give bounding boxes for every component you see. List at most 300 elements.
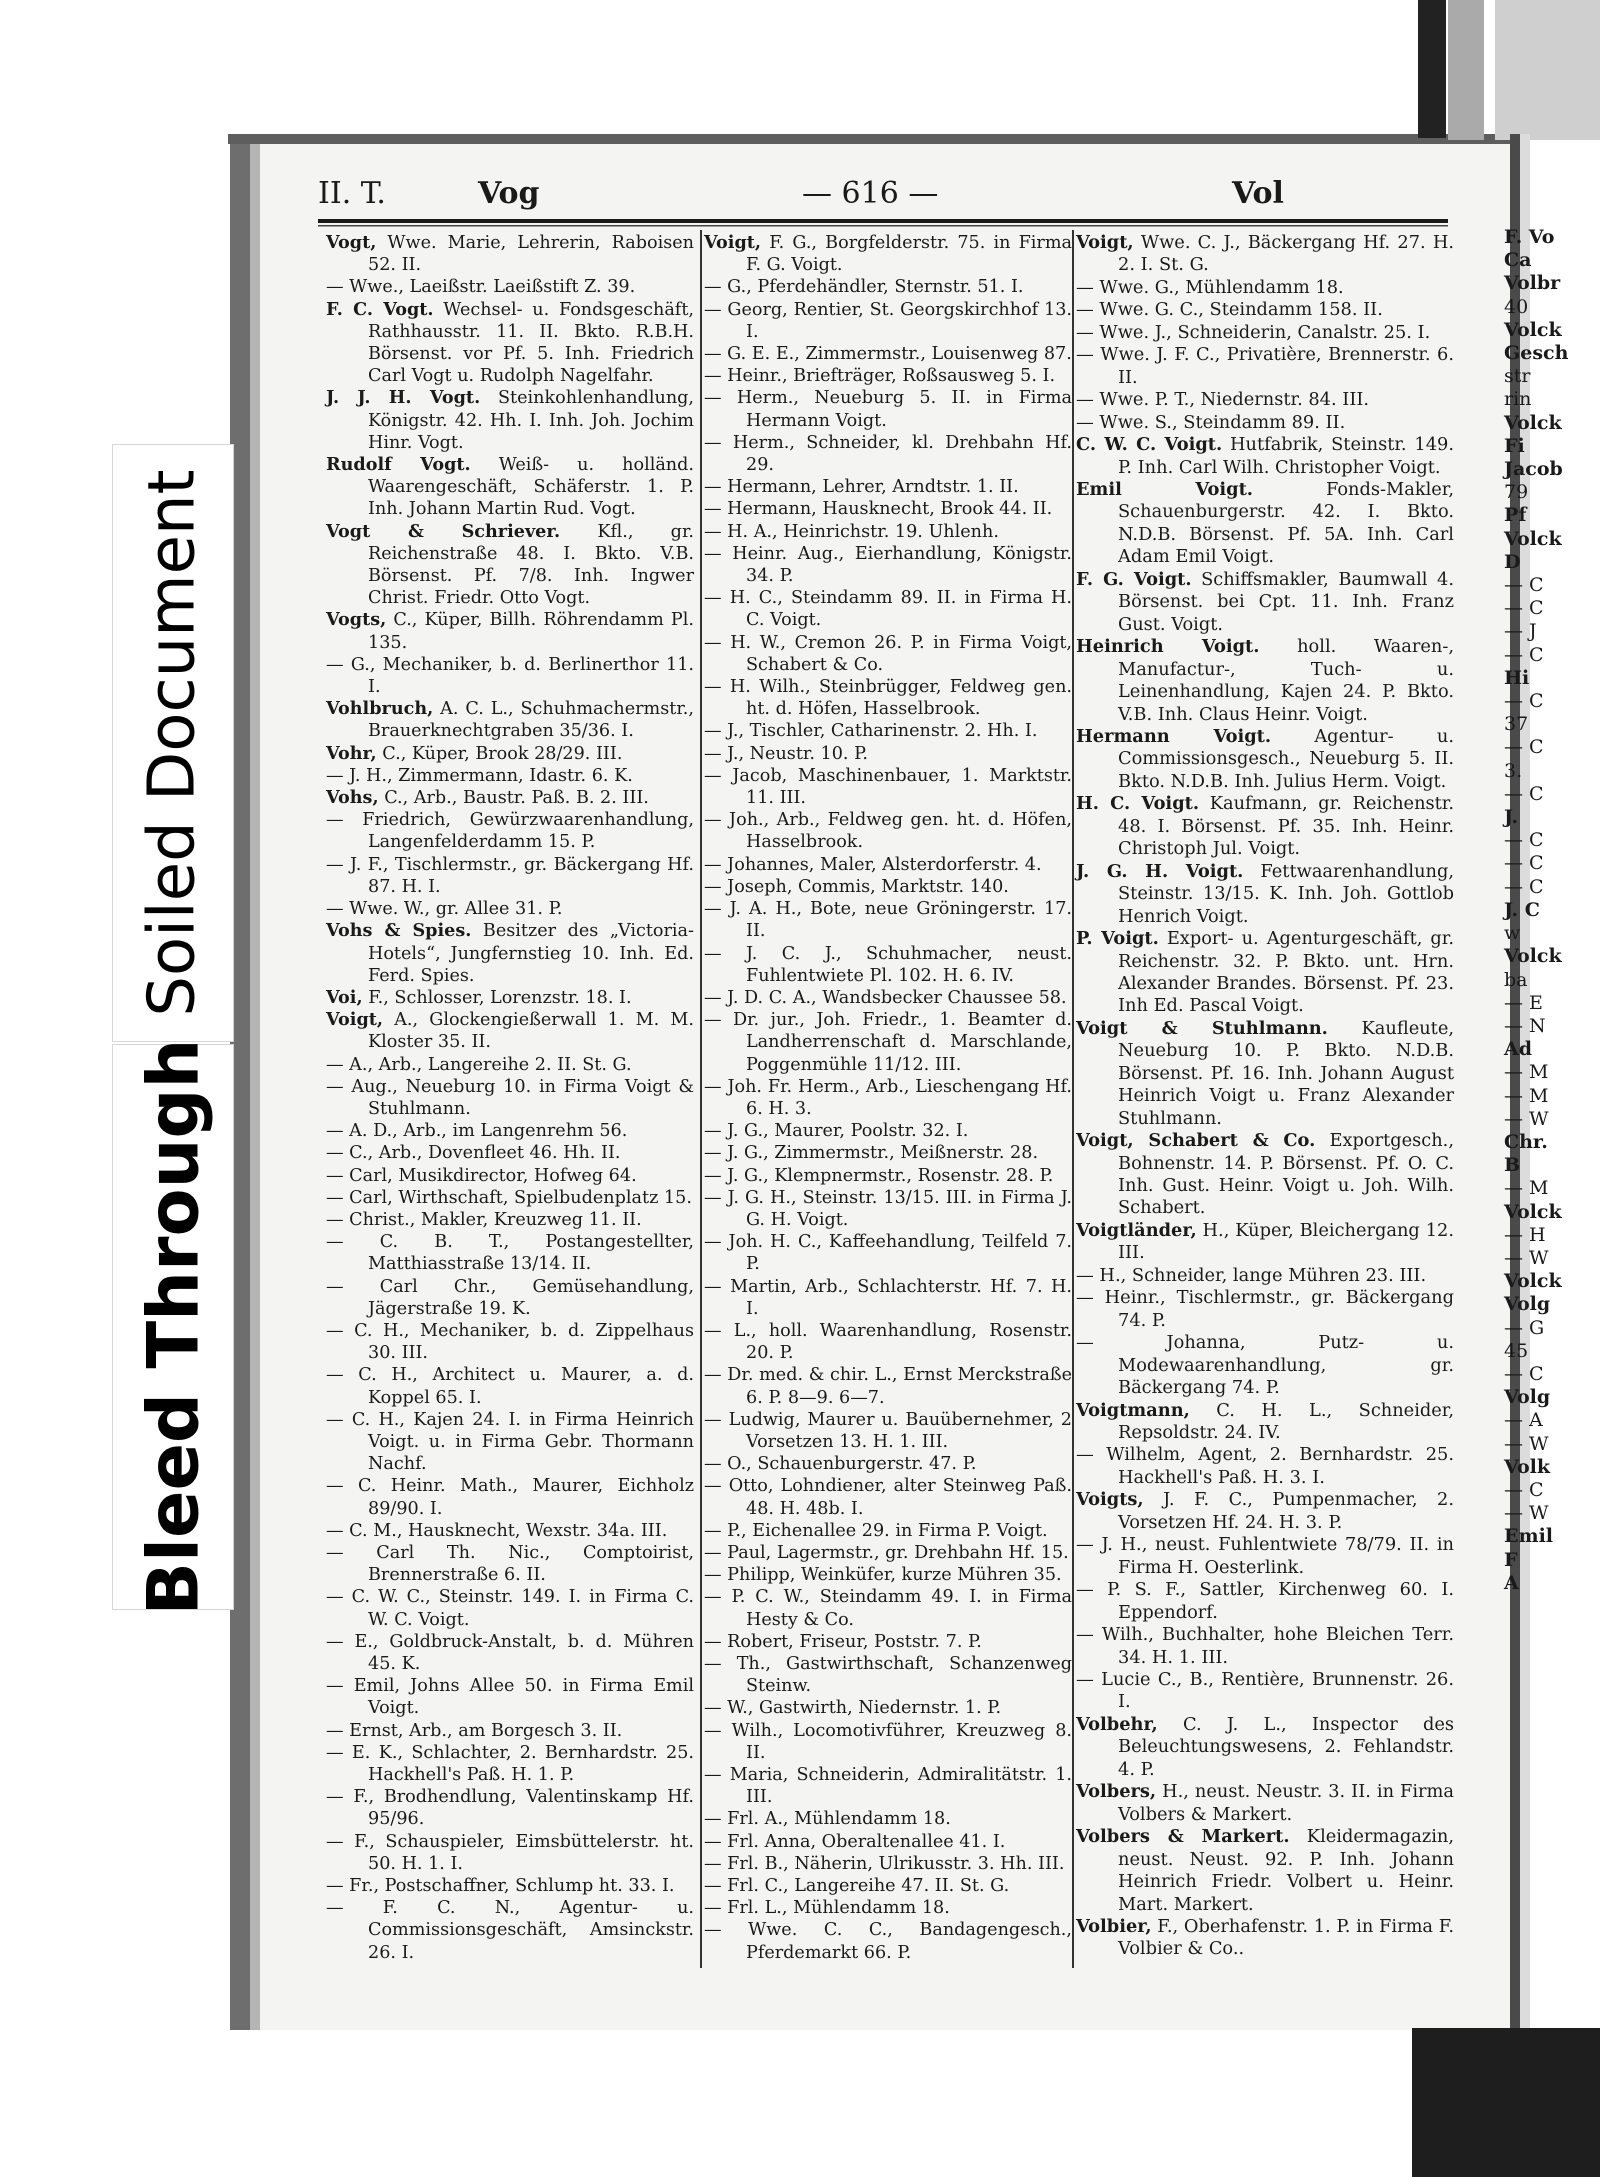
directory-entry bbox=[1076, 1400, 1454, 1445]
edge-fragment: Volck bbox=[1504, 945, 1562, 968]
entry-text: H., neust. Neustr. 3. II. in Firma Volbers & Markert. bbox=[1118, 1781, 1454, 1825]
entry-name: P. Voigt. bbox=[1076, 928, 1159, 950]
entry-text: — Martin, Arb., Schlachterstr. Hf. 7. H. I. bbox=[704, 1276, 1072, 1319]
directory-entry bbox=[326, 1076, 694, 1120]
entry-text: C., Küper, Brook 28/29. III. bbox=[382, 743, 623, 764]
bleed-through-label bbox=[112, 1038, 234, 1616]
directory-entry bbox=[704, 1586, 1072, 1630]
entry-text: — P. S. F., Sattler, Kirchenweg 60. I. Eppendorf. bbox=[1076, 1579, 1454, 1623]
entry-text: — Wwe., Laeißstr. Laeißstift Z. 39. bbox=[326, 277, 636, 298]
directory-entry bbox=[704, 1831, 1072, 1853]
entry-name: Voigts, bbox=[1076, 1489, 1144, 1511]
edge-fragment: — N bbox=[1504, 1014, 1546, 1037]
entry-text: — Joh. H. C., Kaffeehandlung, Teilfeld 7. P. bbox=[704, 1232, 1072, 1275]
page-number: — 616 — bbox=[802, 176, 939, 211]
entry-text: — Carl, Musikdirector, Hofweg 64. bbox=[326, 1165, 637, 1186]
edge-fragment: rin bbox=[1504, 388, 1532, 411]
entry-text: Hutfabrik, Steinstr. 149. P. Inh. Carl Wilh. Christopher Voigt. bbox=[1118, 434, 1455, 478]
edge-fragment: Gesch bbox=[1504, 342, 1569, 365]
entry-text: Kaufleute, Neueburg 10. P. Bkto. N.D.B. Börsenst. Pf. 16. Inh. Johann August Heinrich Voigt u. Franz Alexander Stuhlmann. bbox=[1118, 1017, 1455, 1129]
entry-text: — G. E. E., Zimmermstr., Louisenweg 87. bbox=[704, 344, 1072, 365]
entry-text: Exportgesch., Bohnenstr. 14. P. Börsenst. Pf. O. C. Inh. Gust. Heinr. Voigt u. Joh. Wilh. Schabert. bbox=[1118, 1130, 1454, 1219]
edge-fragment: Volg bbox=[1504, 1386, 1551, 1409]
directory-entry bbox=[704, 276, 1072, 298]
entry-name: Vogt, bbox=[326, 232, 377, 253]
entry-text: — C. H., Kajen 24. I. in Firma Heinrich Voigt. u. in Firma Gebr. Thormann Nachf. bbox=[326, 1409, 694, 1475]
entry-name: Voigt, bbox=[1076, 232, 1134, 253]
edge-fragment: — C bbox=[1504, 1478, 1544, 1501]
edge-fragment: — E bbox=[1504, 991, 1543, 1014]
entry-text: — A. D., Arb., im Langenrehm 56. bbox=[326, 1121, 628, 1142]
entry-text: — A., Arb., Langereihe 2. II. St. G. bbox=[326, 1054, 632, 1075]
directory-entry bbox=[1076, 232, 1454, 277]
directory-entry bbox=[1076, 1669, 1454, 1714]
entry-text: Schiffsmakler, Baumwall 4. Börsenst. bei Cpt. 11. Inh. Franz Gust. Voigt. bbox=[1118, 568, 1454, 635]
edge-fragment: — W bbox=[1504, 1107, 1549, 1130]
directory-entry bbox=[1076, 1287, 1454, 1332]
directory-entry bbox=[1076, 793, 1454, 860]
directory-entry bbox=[326, 1631, 694, 1675]
directory-entry bbox=[326, 387, 694, 454]
edge-fragment: — W bbox=[1504, 1432, 1549, 1455]
directory-entry bbox=[1076, 1489, 1454, 1534]
entry-text: — Heinr., Briefträger, Roßsausweg 5. I. bbox=[704, 366, 1056, 387]
edge-fragment: F bbox=[1504, 1548, 1518, 1571]
directory-column-1 bbox=[326, 232, 694, 1964]
volume-label: II. T. bbox=[318, 176, 386, 211]
entry-text: Steinkohlenhandlung, Königstr. 42. Hh. I. Inh. Joh. Jochim Hinr. Vogt. bbox=[368, 388, 695, 453]
edge-fragment: Volk bbox=[1504, 1455, 1551, 1478]
directory-entry bbox=[326, 1276, 694, 1320]
entry-text: — Paul, Lagermstr., gr. Drehbahn Hf. 15. bbox=[704, 1542, 1069, 1563]
entry-text: — C. H., Architect u. Maurer, a. d. Koppel 65. I. bbox=[326, 1365, 694, 1408]
entry-text: — H. A., Heinrichstr. 19. Uhlenh. bbox=[704, 521, 999, 542]
entry-text: Wechsel- u. Fondsgeschäft, Rathhausstr. 11. II. Bkto. R.B.H. Börsenst. vor Pf. 5. Inh. Friedrich Carl Vogt u. Rudolph Nagelfahr. bbox=[368, 299, 694, 387]
edge-fragment: 40 bbox=[1504, 295, 1529, 318]
entry-text: — Maria, Schneiderin, Admiralitätstr. 1. III. bbox=[704, 1765, 1072, 1808]
entry-text: — Emil, Johns Allee 50. in Firma Emil Voigt. bbox=[326, 1676, 694, 1719]
entry-name: Volbers & Markert. bbox=[1076, 1826, 1290, 1848]
entry-name: Voigt, bbox=[704, 232, 762, 253]
entry-name: Vohr, bbox=[326, 742, 377, 764]
edge-fragment: 45 bbox=[1504, 1339, 1529, 1362]
entry-name: F. G. Voigt. bbox=[1076, 568, 1192, 590]
directory-entry bbox=[326, 1009, 694, 1053]
edge-fragment: — C bbox=[1504, 597, 1544, 620]
directory-entry bbox=[326, 1897, 694, 1964]
entry-text: Export- u. Agenturgeschäft, gr. Reichenstr. 32. P. Bkto. unt. Hrn. Alexander Brandes. Börsenst. Pf. 23. Inh Ed. Pascal Voigt. bbox=[1118, 928, 1455, 1017]
directory-entry bbox=[704, 1653, 1072, 1697]
edge-fragment: Volck bbox=[1504, 527, 1562, 550]
directory-entry bbox=[704, 543, 1072, 587]
directory-entry bbox=[704, 1320, 1072, 1364]
directory-entry bbox=[1076, 389, 1454, 411]
directory-entry bbox=[326, 1231, 694, 1275]
entry-text: C. H. L., Schneider, Repsoldstr. 24. IV. bbox=[1118, 1399, 1454, 1444]
directory-entry bbox=[704, 676, 1072, 720]
directory-entry bbox=[326, 1142, 694, 1164]
entry-name: H. C. Voigt. bbox=[1076, 793, 1200, 815]
edge-fragment: Jacob bbox=[1504, 458, 1563, 481]
entry-text: J. F. C., Pumpenmacher, 2. Vorsetzen Hf. 24. H. 3. P. bbox=[1118, 1489, 1454, 1533]
entry-text: — J. A. H., Bote, neue Gröningerstr. 17. II. bbox=[704, 899, 1072, 942]
edge-fragment: Emil bbox=[1504, 1525, 1554, 1548]
directory-entry bbox=[326, 454, 694, 521]
directory-entry bbox=[704, 1720, 1072, 1764]
directory-entry bbox=[326, 1165, 694, 1187]
entry-text: — Lucie C., B., Rentière, Brunnenstr. 26. I. bbox=[1076, 1669, 1454, 1713]
entry-text: Wwe. C. J., Bäckergang Hf. 27. H. 2. I. St. G. bbox=[1118, 232, 1455, 276]
directory-entry bbox=[326, 1520, 694, 1542]
entry-text: — Friedrich, Gewürzwaarenhandlung, Langenfelderdamm 15. P. bbox=[326, 810, 694, 853]
directory-column-3 bbox=[1076, 232, 1454, 1961]
directory-entry bbox=[704, 1364, 1072, 1408]
entry-text: — W., Gastwirth, Niedernstr. 1. P. bbox=[704, 1698, 1002, 1719]
entry-name: Hermann Voigt. bbox=[1076, 725, 1272, 747]
entry-text: — Frl. B., Näherin, Ulrikusstr. 3. Hh. III. bbox=[704, 1853, 1065, 1874]
entry-text: — Th., Gastwirthschaft, Schanzenweg Steinw. bbox=[704, 1654, 1072, 1697]
directory-entry bbox=[1076, 1130, 1454, 1220]
entry-text: Weiß- u. holländ. Waarengeschäft, Schäferstr. 1. P. Inh. Johann Martin Rud. Vogt. bbox=[368, 455, 694, 520]
edge-fragment: — C bbox=[1504, 736, 1544, 759]
directory-entry bbox=[326, 1542, 694, 1586]
directory-entry bbox=[704, 720, 1072, 742]
entry-text: F., Schlosser, Lorenzstr. 18. I. bbox=[368, 987, 632, 1008]
edge-fragment: — C bbox=[1504, 1362, 1544, 1385]
directory-entry bbox=[704, 299, 1072, 343]
edge-fragment: Hi bbox=[1504, 666, 1530, 689]
entry-text: — J., Neustr. 10. P. bbox=[704, 743, 868, 764]
edge-fragment: 3. bbox=[1504, 759, 1523, 782]
entry-text: Fettwaarenhandlung, Steinstr. 13/15. K. Inh. Joh. Gottlob Henrich Voigt. bbox=[1118, 860, 1455, 927]
directory-entry bbox=[326, 809, 694, 853]
entry-text: — Joseph, Commis, Marktstr. 140. bbox=[704, 876, 1009, 897]
entry-name: Vohlbruch, bbox=[326, 698, 434, 720]
directory-entry bbox=[326, 654, 694, 698]
edge-fragment: — C bbox=[1504, 643, 1544, 666]
entry-text: — Heinr., Tischlermstr., gr. Bäckergang 74. P. bbox=[1076, 1287, 1454, 1331]
edge-fragment: 37 bbox=[1504, 713, 1529, 736]
edge-fragment: Volbr bbox=[1504, 272, 1561, 295]
entry-text: — Heinr. Aug., Eierhandlung, Königstr. 34. P. bbox=[704, 543, 1072, 587]
next-page-edge bbox=[1504, 226, 1600, 2036]
directory-entry bbox=[1076, 277, 1454, 299]
directory-entry bbox=[326, 743, 694, 765]
entry-text: — G., Mechaniker, b. d. Berlinerthor 11. I. bbox=[326, 654, 694, 698]
directory-entry bbox=[704, 876, 1072, 898]
directory-entry bbox=[1076, 344, 1454, 389]
entry-name: J. G. H. Voigt. bbox=[1076, 860, 1244, 882]
entry-text: — Dr. jur., Joh. Friedr., 1. Beamter d. Landherrenschaft d. Marschlande, Poggenmühle 11/12. III. bbox=[704, 1010, 1072, 1075]
directory-entry bbox=[326, 1786, 694, 1830]
entry-text: — Herm., Neueburg 5. II. in Firma Hermann Voigt. bbox=[704, 388, 1072, 431]
directory-entry bbox=[326, 1187, 694, 1209]
entry-text: — C. M., Hausknecht, Wexstr. 34a. III. bbox=[326, 1520, 668, 1541]
page-shadow-top bbox=[228, 134, 1518, 144]
directory-entry bbox=[1076, 479, 1454, 569]
entry-text: — J. F., Tischlermstr., gr. Bäckergang Hf. 87. H. I. bbox=[326, 854, 694, 897]
directory-entry bbox=[326, 1586, 694, 1630]
entry-text: — Frl. Anna, Oberaltenallee 41. I. bbox=[704, 1831, 1006, 1852]
directory-entry bbox=[1076, 1579, 1454, 1624]
entry-text: — J. H., Zimmermann, Idastr. 6. K. bbox=[326, 765, 633, 786]
entry-text: — Wwe. W., gr. Allee 31. P. bbox=[326, 899, 563, 920]
directory-entry bbox=[1076, 636, 1454, 726]
entry-text: — C. Heinr. Math., Maurer, Eichholz 89/90. I. bbox=[326, 1476, 694, 1519]
entry-text: — Fr., Postschaffner, Schlump ht. 33. I. bbox=[326, 1876, 675, 1897]
column-rule-1 bbox=[700, 230, 702, 1968]
directory-entry bbox=[704, 1231, 1072, 1275]
directory-entry bbox=[1076, 434, 1454, 479]
entry-name: Vogts, bbox=[326, 609, 387, 631]
entry-text: — Wwe. S., Steindamm 89. II. bbox=[1076, 411, 1346, 433]
soiled-document-text: Soiled Document bbox=[136, 469, 210, 1017]
directory-entry bbox=[704, 854, 1072, 876]
directory-entry bbox=[704, 632, 1072, 676]
directory-entry bbox=[704, 743, 1072, 765]
edge-fragment: w bbox=[1504, 922, 1521, 945]
binding-shadow-top bbox=[1418, 0, 1446, 138]
entry-text: Besitzer des „Victoria-Hotels“, Jungfernstieg 10. Inh. Ed. Ferd. Spies. bbox=[368, 921, 694, 986]
entry-name: C. W. C. Voigt. bbox=[1076, 434, 1223, 456]
entry-text: — Wwe. J. F. C., Privatière, Brennerstr. 6. II. bbox=[1076, 344, 1454, 388]
directory-entry bbox=[1076, 1781, 1454, 1826]
entry-text: — Frl. C., Langereihe 47. II. St. G. bbox=[704, 1876, 1010, 1897]
right-catchword: Vol bbox=[1232, 176, 1284, 211]
directory-entry bbox=[704, 343, 1072, 365]
entry-name: J. J. H. Vogt. bbox=[326, 387, 481, 409]
entry-text: — Carl Chr., Gemüsehandlung, Jägerstraße 19. K. bbox=[326, 1276, 694, 1319]
edge-fragment: — W bbox=[1504, 1246, 1549, 1269]
directory-entry bbox=[704, 1764, 1072, 1808]
directory-entry bbox=[1076, 569, 1454, 636]
directory-entry bbox=[704, 1897, 1072, 1919]
entry-text: — J., Tischler, Catharinenstr. 2. Hh. I. bbox=[704, 721, 1038, 742]
directory-entry bbox=[1076, 1534, 1454, 1579]
directory-entry bbox=[704, 365, 1072, 387]
entry-text: — Hermann, Hausknecht, Brook 44. II. bbox=[704, 499, 1053, 520]
entry-text: — J. G., Klempnermstr., Rosenstr. 28. P. bbox=[704, 1165, 1054, 1186]
entry-name: Vogt & Schriever. bbox=[326, 520, 561, 542]
edge-fragment: — J bbox=[1504, 620, 1537, 643]
entry-text: — H. C., Steindamm 89. II. in Firma H. C. Voigt. bbox=[704, 588, 1072, 631]
edge-fragment: — C bbox=[1504, 782, 1544, 805]
entry-text: — Carl, Wirthschaft, Spielbudenplatz 15. bbox=[326, 1187, 692, 1208]
directory-entry bbox=[704, 476, 1072, 498]
edge-fragment: — C bbox=[1504, 829, 1544, 852]
directory-entry bbox=[704, 498, 1072, 520]
entry-text: F., Oberhafenstr. 1. P. in Firma F. Volbier & Co.. bbox=[1118, 1915, 1454, 1960]
entry-text: C., Küper, Billh. Röhrendamm Pl. 135. bbox=[368, 610, 694, 653]
entry-name: Volbier, bbox=[1076, 1915, 1152, 1937]
entry-text: — H. W., Cremon 26. P. in Firma Voigt, Schabert & Co. bbox=[704, 632, 1072, 675]
directory-entry bbox=[1076, 861, 1454, 928]
entry-text: — Philipp, Weinküfer, kurze Mühren 35. bbox=[704, 1565, 1062, 1586]
directory-entry bbox=[1076, 1018, 1454, 1130]
entry-text: — Frl. A., Mühlendamm 18. bbox=[704, 1809, 951, 1830]
edge-fragment: Chr. bbox=[1504, 1130, 1548, 1153]
edge-fragment: A bbox=[1504, 1571, 1519, 1594]
entry-text: — C. B. T., Postangestellter, Matthiasstraße 13/14. II. bbox=[326, 1232, 694, 1275]
directory-entry bbox=[704, 1187, 1072, 1231]
directory-entry bbox=[326, 1831, 694, 1875]
directory-entry bbox=[704, 1475, 1072, 1519]
directory-entry bbox=[326, 1742, 694, 1786]
directory-entry bbox=[704, 1076, 1072, 1120]
entry-text: — Wwe. C. C., Bandagengesch., Pferdemarkt 66. P. bbox=[704, 1920, 1072, 1963]
entry-text: Kaufmann, gr. Reichenstr. 48. I. Börsenst. Pf. 35. Inh. Heinr. Christoph Jul. Voigt. bbox=[1118, 793, 1454, 860]
entry-text: — F., Schauspieler, Eimsbüttelerstr. ht. 50. H. 1. I. bbox=[326, 1831, 694, 1874]
entry-text: — E. K., Schlachter, 2. Bernhardstr. 25. Hackhell's Paß. H. 1. P. bbox=[326, 1742, 694, 1786]
entry-text: — J. G. H., Steinstr. 13/15. III. in Firma J. G. H. Voigt. bbox=[704, 1187, 1072, 1230]
directory-entry bbox=[326, 1364, 694, 1408]
directory-entry bbox=[704, 1631, 1072, 1653]
entry-text: Kleidermagazin, neust. Neust. 92. P. Inh. Johann Heinrich Friedr. Volbert u. Heinr. Mart. Markert. bbox=[1118, 1826, 1454, 1915]
entry-text: — Herm., Schneider, kl. Drehbahn Hf. 29. bbox=[704, 432, 1072, 476]
entry-text: — H. Wilh., Steinbrügger, Feldweg gen. ht. d. Höfen, Hasselbrook. bbox=[704, 677, 1072, 720]
entry-text: — Ludwig, Maurer u. Bauübernehmer, 2 Vorsetzen 13. H. 1. III. bbox=[704, 1409, 1072, 1452]
entry-text: — Aug., Neueburg 10. in Firma Voigt & Stuhlmann. bbox=[326, 1076, 694, 1119]
directory-entry bbox=[326, 276, 694, 298]
entry-name: Rudolf Vogt. bbox=[326, 454, 471, 476]
left-catchword: Vog bbox=[478, 176, 540, 211]
directory-entry bbox=[704, 987, 1072, 1009]
edge-fragment: Volck bbox=[1504, 411, 1562, 434]
edge-fragment: — C bbox=[1504, 875, 1544, 898]
entry-text: — C. H., Mechaniker, b. d. Zippelhaus 30. III. bbox=[326, 1320, 694, 1364]
directory-entry bbox=[326, 232, 694, 276]
directory-entry bbox=[326, 1209, 694, 1231]
directory-entry bbox=[326, 1475, 694, 1519]
edge-fragment: — W bbox=[1504, 1502, 1549, 1525]
entry-text: — Wwe. G. C., Steindamm 158. II. bbox=[1076, 299, 1383, 321]
directory-entry bbox=[704, 1276, 1072, 1320]
entry-name: Heinrich Voigt. bbox=[1076, 636, 1260, 658]
directory-entry bbox=[704, 1142, 1072, 1164]
entry-text: — F., Brodhendlung, Valentinskamp Hf. 95/96. bbox=[326, 1787, 694, 1830]
directory-entry bbox=[1076, 1332, 1454, 1399]
directory-entry bbox=[326, 299, 694, 388]
directory-entry bbox=[326, 698, 694, 742]
entry-text: — Frl. L., Mühlendamm 18. bbox=[704, 1898, 950, 1919]
edge-fragment: — C bbox=[1504, 574, 1544, 597]
edge-fragment: Ca bbox=[1504, 249, 1532, 272]
directory-entry bbox=[326, 609, 694, 653]
entry-text: A., Glockengießerwall 1. M. M. Kloster 35. II. bbox=[368, 1010, 694, 1053]
directory-entry bbox=[1076, 1265, 1454, 1287]
directory-entry bbox=[704, 1853, 1072, 1875]
entry-text: — Wwe. P. T., Niedernstr. 84. III. bbox=[1076, 389, 1370, 411]
directory-entry bbox=[326, 898, 694, 920]
edge-fragment: J. C bbox=[1504, 898, 1540, 921]
entry-text: — L., holl. Waarenhandlung, Rosenstr. 20. P. bbox=[704, 1320, 1072, 1364]
edge-fragment: — M bbox=[1504, 1061, 1549, 1084]
directory-entry bbox=[1076, 1826, 1454, 1916]
directory-entry bbox=[1076, 1714, 1454, 1781]
bleed-through-text: Bleed Through bbox=[132, 1038, 214, 1616]
entry-text: — F. C. N., Agentur- u. Commissionsgeschäft, Amsinckstr. 26. I. bbox=[326, 1898, 694, 1963]
directory-entry bbox=[704, 809, 1072, 853]
entry-text: — Dr. med. & chir. L., Ernst Merckstraße 6. P. 8—9. 6—7. bbox=[704, 1365, 1072, 1408]
entry-text: — Wilh., Locomotivführer, Kreuzweg 8. II. bbox=[704, 1720, 1072, 1763]
edge-fragment: D bbox=[1504, 550, 1521, 573]
entry-name: Voigt & Stuhlmann. bbox=[1076, 1017, 1328, 1039]
entry-text: — Ernst, Arb., am Borgesch 3. II. bbox=[326, 1720, 623, 1741]
entry-text: — Christ., Makler, Kreuzweg 11. II. bbox=[326, 1209, 642, 1230]
edge-fragment: J. bbox=[1504, 806, 1519, 829]
entry-text: — Hermann, Lehrer, Arndtstr. 1. II. bbox=[704, 477, 1019, 498]
directory-entry bbox=[1076, 726, 1454, 793]
edge-fragment: 79 bbox=[1504, 481, 1529, 504]
column-rule-2 bbox=[1072, 230, 1074, 1968]
directory-entry bbox=[704, 232, 1072, 276]
entry-text: — P. C. W., Steindamm 49. I. in Firma Hesty & Co. bbox=[704, 1587, 1072, 1630]
directory-entry bbox=[704, 387, 1072, 431]
entry-text: — J. G., Zimmermstr., Meißnerstr. 28. bbox=[704, 1143, 1039, 1164]
soiled-document-label bbox=[112, 444, 234, 1042]
directory-entry bbox=[704, 1009, 1072, 1076]
entry-name: Voigt, Schabert & Co. bbox=[1076, 1130, 1316, 1152]
entry-text: — Carl Th. Nic., Comptoirist, Brennerstraße 6. II. bbox=[326, 1542, 694, 1586]
entry-text: — Joh., Arb., Feldweg gen. ht. d. Höfen, Hasselbrook. bbox=[704, 810, 1072, 853]
edge-fragment: B bbox=[1504, 1154, 1521, 1177]
edge-fragment: — A bbox=[1504, 1409, 1543, 1432]
directory-entry bbox=[704, 765, 1072, 809]
directory-entry bbox=[704, 1520, 1072, 1542]
entry-name: F. C. Vogt. bbox=[326, 298, 434, 320]
directory-entry bbox=[704, 1697, 1072, 1719]
entry-text: — J. H., neust. Fuhlentwiete 78/79. II. in Firma H. Oesterlink. bbox=[1076, 1534, 1454, 1578]
directory-entry bbox=[704, 1542, 1072, 1564]
entry-text: — Wilh., Buchhalter, hohe Bleichen Terr. 34. H. 1. III. bbox=[1076, 1624, 1454, 1668]
entry-text: H., Küper, Bleichergang 12. III. bbox=[1118, 1219, 1454, 1264]
directory-column-2 bbox=[704, 232, 1072, 1964]
directory-entry bbox=[326, 1720, 694, 1742]
directory-entry bbox=[704, 521, 1072, 543]
directory-entry bbox=[704, 1165, 1072, 1187]
entry-text: Wwe. Marie, Lehrerin, Raboisen 52. II. bbox=[368, 233, 694, 276]
directory-entry bbox=[1076, 1916, 1454, 1961]
entry-text: F. G., Borgfelderstr. 75. in Firma F. G. Voigt. bbox=[746, 233, 1072, 276]
directory-entry bbox=[704, 1120, 1072, 1142]
header-rule bbox=[318, 219, 1448, 223]
entry-text: Agentur- u. Commissionsgesch., Neueburg 5. II. Bkto. N.D.B. Inh. Julius Herm. Voigt. bbox=[1118, 725, 1455, 792]
entry-name: Volbehr, bbox=[1076, 1713, 1158, 1735]
directory-entry bbox=[326, 787, 694, 809]
edge-fragment: Pf bbox=[1504, 504, 1527, 527]
directory-entry bbox=[326, 1054, 694, 1076]
entry-text: — E., Goldbruck-Anstalt, b. d. Mühren 45. K. bbox=[326, 1631, 694, 1674]
entry-text: — H., Schneider, lange Mühren 23. III. bbox=[1076, 1264, 1427, 1286]
edge-fragment: Volck bbox=[1504, 1200, 1562, 1223]
entry-text: Kfl., gr. Reichenstraße 48. I. Bkto. V.B. Börsenst. Pf. 7/8. Inh. Ingwer Christ. Friedr. Otto Vogt. bbox=[368, 521, 695, 609]
directory-entry bbox=[704, 1808, 1072, 1830]
directory-entry bbox=[326, 521, 694, 610]
directory-entry bbox=[326, 1409, 694, 1476]
directory-entry bbox=[1076, 1220, 1454, 1265]
entry-text: C. J. L., Inspector des Beleuchtungswesens, 2. Fehlandstr. 4. P. bbox=[1118, 1713, 1454, 1780]
edge-fragment: — G bbox=[1504, 1316, 1545, 1339]
entry-text: holl. Waaren-, Manufactur-, Tuch- u. Leinenhandlung, Kajen 24. P. Bkto. V.B. Inh. Claus Heinr. Voigt. bbox=[1118, 636, 1454, 725]
directory-entry bbox=[704, 943, 1072, 987]
directory-entry bbox=[326, 765, 694, 787]
entry-text: — J. C. J., Schuhmacher, neust. Fuhlentwiete Pl. 102. H. 6. IV. bbox=[704, 943, 1072, 986]
directory-entry bbox=[1076, 299, 1454, 321]
edge-fragment: — C bbox=[1504, 690, 1544, 713]
entry-text: — Wwe. J., Schneiderin, Canalstr. 25. I. bbox=[1076, 321, 1431, 343]
directory-entry bbox=[704, 1409, 1072, 1453]
entry-text: Fonds-Makler, Schauenburgerstr. 42. I. Bkto. N.D.B. Börsenst. Pf. 5A. Inh. Carl Adam Emil Voigt. bbox=[1118, 478, 1454, 568]
